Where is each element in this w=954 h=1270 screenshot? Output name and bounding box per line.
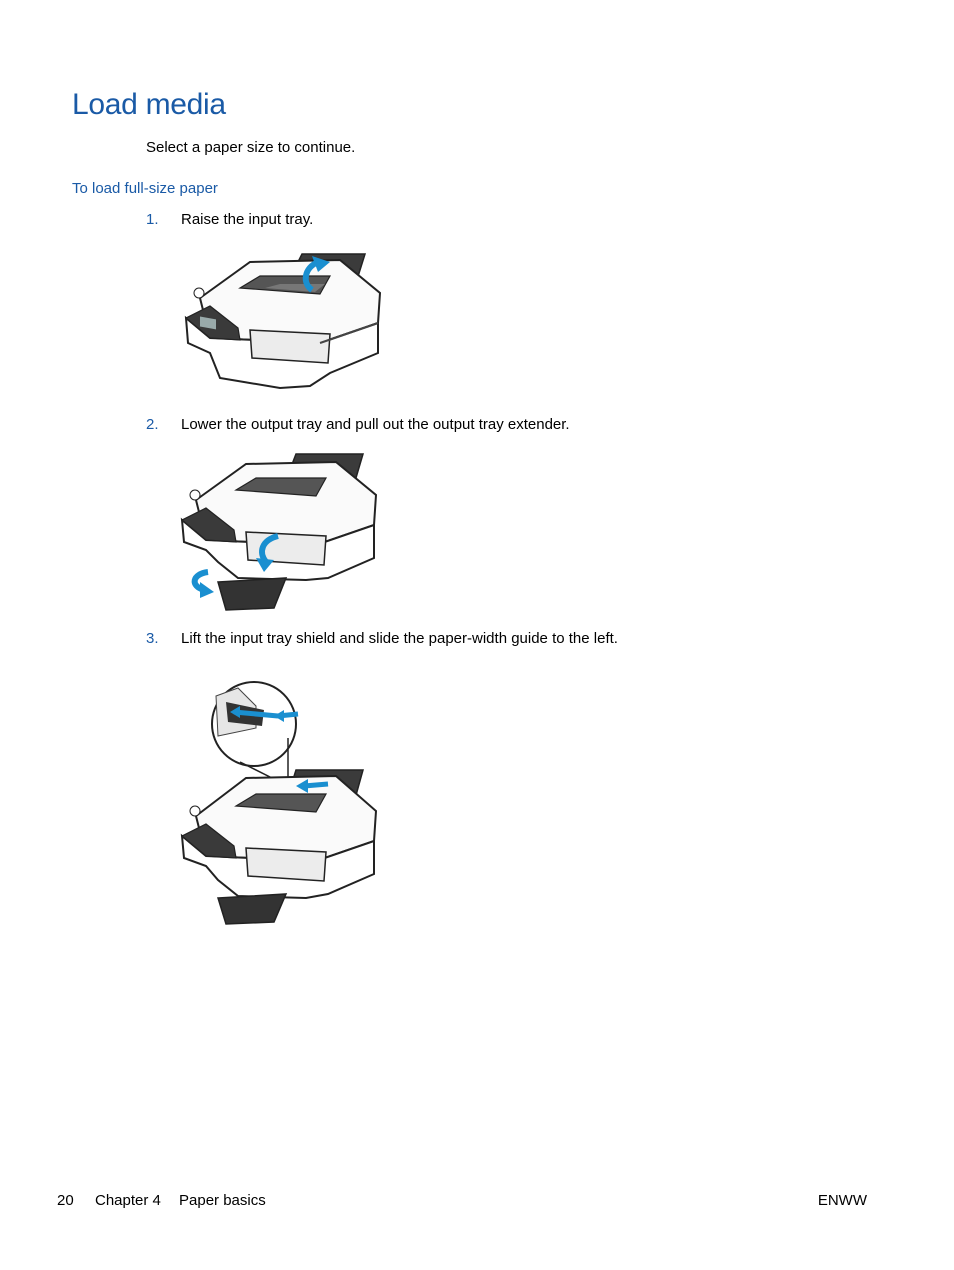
printer-lower-output-tray-illustration: [178, 450, 383, 615]
step-text: Lower the output tray and pull out the output tray extender.: [181, 416, 570, 433]
page-title: Load media: [72, 88, 226, 121]
footer-page-number: 20: [57, 1192, 74, 1209]
intro-text: Select a paper size to continue.: [146, 139, 356, 156]
printer-slide-paper-guide-illustration: [178, 666, 388, 931]
step-3: [146, 630, 618, 647]
step-1: [146, 211, 313, 228]
footer-section: Paper basics: [179, 1192, 266, 1209]
printer-raise-input-tray-illustration: [180, 248, 390, 393]
step-text: Lift the input tray shield and slide the paper-width guide to the left.: [181, 630, 618, 647]
footer-chapter: Chapter 4: [95, 1192, 161, 1209]
step-number: 1.: [146, 211, 159, 228]
step-2: [146, 416, 570, 433]
step-number: 2.: [146, 416, 159, 433]
procedure-heading: To load full-size paper: [72, 180, 218, 197]
footer-doc-code: ENWW: [817, 1192, 867, 1209]
step-text: Raise the input tray.: [181, 211, 314, 228]
step-number: 3.: [146, 630, 159, 647]
